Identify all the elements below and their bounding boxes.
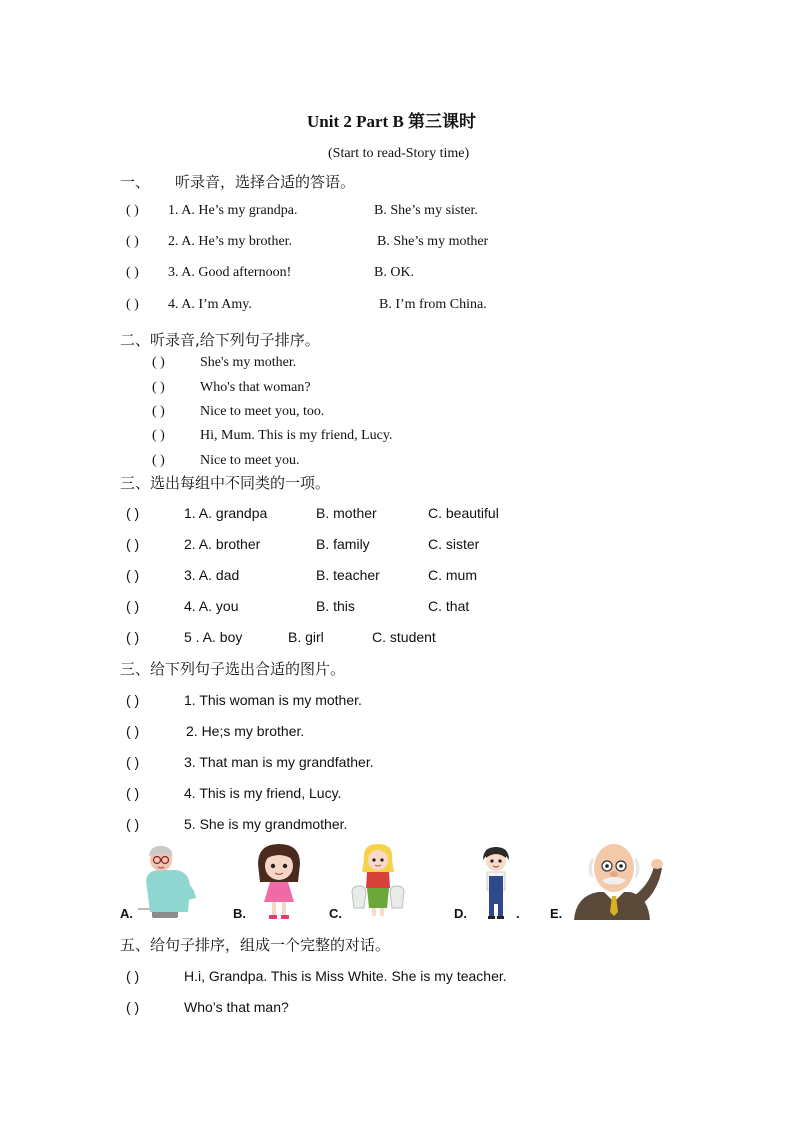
section2-heading: 二、听录音,给下列句子排序。 — [120, 331, 320, 349]
answer-bracket: ( ) — [126, 629, 140, 645]
picture-label-a: A. — [120, 906, 133, 921]
sentence-text: 2. He;s my brother. — [186, 723, 305, 739]
option-a: 4. A. you — [184, 598, 239, 614]
order-bracket: ( ) — [152, 355, 165, 370]
picture-dot: . — [516, 906, 520, 921]
answer-bracket: ( ) — [126, 567, 140, 583]
order-bracket: ( ) — [152, 453, 165, 468]
answer-bracket: ( ) — [126, 816, 140, 832]
page-title: Unit 2 Part B 第三课时 — [307, 112, 477, 131]
answer-bracket: ( ) — [126, 598, 140, 614]
section1-heading: 听录音，选择合适的答语。 — [175, 173, 356, 191]
picture-label-b: B. — [233, 906, 246, 921]
brother-picture — [478, 846, 514, 920]
option-a: 5 . A. boy — [184, 629, 243, 645]
page-subtitle: (Start to read-Story time) — [328, 146, 470, 161]
sentence-text: Who's that woman? — [200, 380, 311, 395]
order-bracket: ( ) — [152, 380, 165, 395]
option-b: B. She’s my mother — [377, 234, 489, 249]
sentence-text: Who’s that man? — [184, 999, 289, 1015]
picture-label-e: E. — [550, 906, 563, 921]
option-a: 2. A. brother — [184, 536, 261, 552]
section1-heading-num: 一、 — [120, 173, 151, 191]
section4-heading: 三、给下列句子选出合适的图片。 — [120, 660, 346, 678]
grandfather-picture — [568, 840, 666, 920]
answer-bracket: ( ) — [126, 754, 140, 770]
picture-label-d: D. — [454, 906, 467, 921]
answer-bracket: ( ) — [126, 968, 140, 984]
sentence-text: 5. She is my grandmother. — [184, 816, 348, 832]
answer-bracket: ( ) — [126, 692, 140, 708]
answer-bracket: ( ) — [126, 536, 140, 552]
sentence-text: 1. This woman is my mother. — [184, 692, 362, 708]
sentence-text: She's my mother. — [200, 355, 297, 370]
sentence-text: Nice to meet you, too. — [200, 404, 325, 419]
option-a: 1. A. He’s my grandpa. — [168, 203, 298, 218]
option-c: C. student — [372, 629, 436, 645]
answer-bracket: ( ) — [126, 234, 139, 249]
option-a: 4. A. I’m Amy. — [168, 297, 252, 312]
sentence-text: H.i, Grandpa. This is Miss White. She is my teacher. — [184, 968, 507, 984]
option-a: 3. A. Good afternoon! — [168, 265, 292, 280]
option-c: C. beautiful — [428, 505, 499, 521]
answer-bracket: ( ) — [126, 999, 140, 1015]
option-b: B. girl — [288, 629, 324, 645]
option-b: B. mother — [316, 505, 377, 521]
mother-picture — [350, 842, 406, 920]
order-bracket: ( ) — [152, 404, 165, 419]
sentence-text: Hi, Mum. This is my friend, Lucy. — [200, 428, 393, 443]
option-a: 2. A. He’s my brother. — [168, 234, 293, 249]
answer-bracket: ( ) — [126, 265, 139, 280]
grandmother-picture — [138, 844, 202, 920]
option-a: 3. A. dad — [184, 567, 240, 583]
answer-bracket: ( ) — [126, 505, 140, 521]
answer-bracket: ( ) — [126, 297, 139, 312]
answer-bracket: ( ) — [126, 203, 139, 218]
picture-label-c: C. — [329, 906, 342, 921]
section3-heading: 三、选出每组中不同类的一项。 — [120, 474, 331, 492]
option-b: B. teacher — [316, 567, 380, 583]
girl-picture — [252, 842, 306, 920]
option-b: B. family — [316, 536, 370, 552]
order-bracket: ( ) — [152, 428, 165, 443]
sentence-text: 3. That man is my grandfather. — [184, 754, 374, 770]
option-a: 1. A. grandpa — [184, 505, 268, 521]
option-c: C. that — [428, 598, 470, 614]
option-b: B. OK. — [374, 265, 415, 280]
section5-heading: 五、给句子排序，组成一个完整的对话。 — [120, 936, 391, 954]
option-b: B. this — [316, 598, 355, 614]
sentence-text: 4. This is my friend, Lucy. — [184, 785, 342, 801]
answer-bracket: ( ) — [126, 785, 140, 801]
sentence-text: Nice to meet you. — [200, 453, 300, 468]
option-c: C. mum — [428, 567, 477, 583]
option-c: C. sister — [428, 536, 480, 552]
answer-bracket: ( ) — [126, 723, 140, 739]
option-b: B. She’s my sister. — [374, 203, 478, 218]
option-b: B. I’m from China. — [379, 297, 487, 312]
